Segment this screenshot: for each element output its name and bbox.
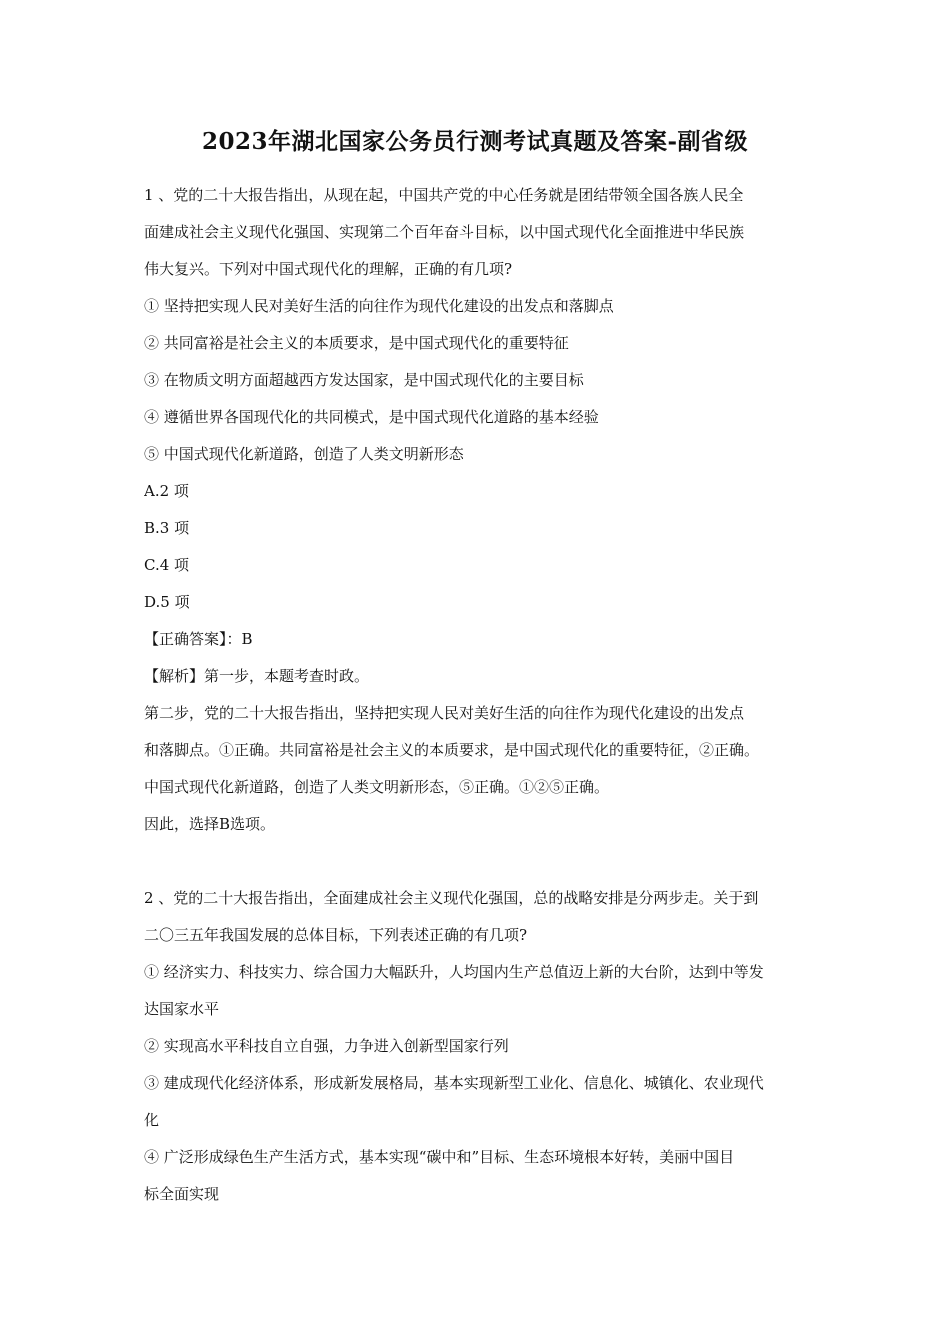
question-1-statement-1: ① 坚持把实现人民对美好生活的向往作为现代化建设的出发点和落脚点 (144, 297, 614, 315)
question-2-statement-1: ① 经济实力、科技实力、综合国力大幅跃升，人均国内生产总值迈上新的大台阶，达到中等发 (144, 963, 764, 981)
question-1 (144, 177, 814, 843)
question-1-option-d: D.5 项 (144, 593, 190, 611)
question-1-analysis-line: 【解析】第一步，本题考查时政。 (144, 667, 370, 685)
question-1-statement-4: ④ 遵循世界各国现代化的共同模式，是中国式现代化道路的基本经验 (144, 408, 599, 426)
question-2-statement-3: ③ 建成现代化经济体系，形成新发展格局，基本实现新型工业化、信息化、城镇化、农业现代 (144, 1074, 764, 1092)
question-1-answer: 【正确答案】：B (144, 630, 253, 648)
question-1-stem-line: 1 、党的二十大报告指出，从现在起，中国共产党的中心任务就是团结带领全国各族人民全 (144, 186, 744, 204)
question-2-statement-4-cont: 标全面实现 (144, 1185, 220, 1203)
question-1-analysis-line: 和落脚点。①正确。共同富裕是社会主义的本质要求，是中国式现代化的重要特征，②正确。 (144, 741, 760, 759)
document-body (144, 177, 814, 1213)
question-1-analysis-line: 第二步，党的二十大报告指出，坚持把实现人民对美好生活的向往作为现代化建设的出发点 (144, 704, 745, 722)
question-1-option-a: A.2 项 (144, 482, 189, 500)
question-1-option-b: B.3 项 (144, 519, 190, 537)
question-2-stem-line: 2 、党的二十大报告指出，全面建成社会主义现代化强国，总的战略安排是分两步走。关于到 (144, 889, 759, 907)
question-1-stem-line: 面建成社会主义现代化强国、实现第二个百年奋斗目标，以中国式现代化全面推进中华民族 (144, 223, 745, 241)
question-2-statement-3-cont: 化 (144, 1111, 160, 1129)
document-title: 2023年湖北国家公务员行测考试真题及答案-副省级 (201, 128, 749, 155)
question-1-stem-line: 伟大复兴。下列对中国式现代化的理解，正确的有几项? (144, 260, 513, 278)
question-1-statement-2: ② 共同富裕是社会主义的本质要求，是中国式现代化的重要特征 (144, 334, 569, 352)
question-2-statement-4: ④ 广泛形成绿色生产生活方式，基本实现“碳中和”目标、生态环境根本好转，美丽中国目 (144, 1148, 735, 1166)
question-1-statement-3: ③ 在物质文明方面超越西方发达国家，是中国式现代化的主要目标 (144, 371, 584, 389)
question-1-statement-5: ⑤ 中国式现代化新道路，创造了人类文明新形态 (144, 445, 464, 463)
paragraph-gap (144, 843, 814, 880)
question-1-analysis-line: 因此，选择B选项。 (144, 815, 276, 833)
question-2-statement-2: ② 实现高水平科技自立自强，力争进入创新型国家行列 (144, 1037, 509, 1055)
question-1-option-c: C.4 项 (144, 556, 190, 574)
question-2-stem-line: 二〇三五年我国发展的总体目标，下列表述正确的有几项? (144, 926, 528, 944)
question-1-analysis-line: 中国式现代化新道路，创造了人类文明新形态，⑤正确。①②⑤正确。 (144, 778, 610, 796)
question-2-statement-1-cont: 达国家水平 (144, 1000, 220, 1018)
question-2 (144, 880, 814, 1213)
